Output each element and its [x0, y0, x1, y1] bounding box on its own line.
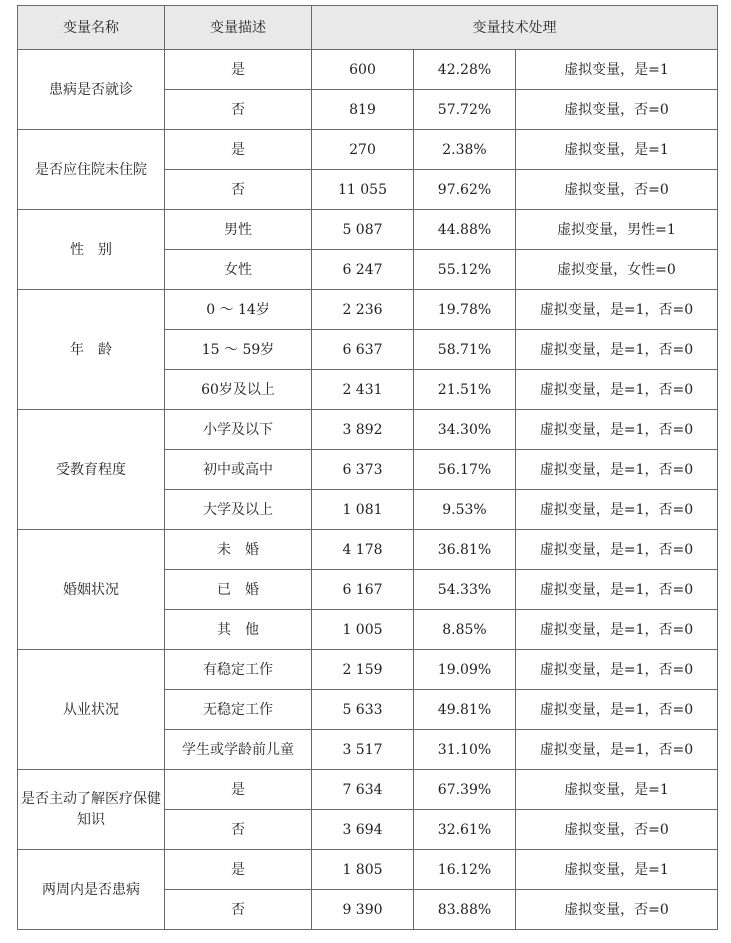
percent-cell: 36.81%: [414, 530, 516, 570]
variable-description-cell: 已 婚: [165, 570, 312, 610]
processing-cell: 虚拟变量，是=1: [516, 770, 718, 810]
variable-description-cell: 无稳定工作: [165, 690, 312, 730]
header-variable-name: 变量名称: [18, 6, 165, 50]
variable-description-cell: 初中或高中: [165, 450, 312, 490]
percent-cell: 67.39%: [414, 770, 516, 810]
percent-cell: 55.12%: [414, 250, 516, 290]
variable-name-cell: 两周内是否患病: [18, 850, 165, 930]
table-row: [18, 50, 718, 90]
count-cell: 6 637: [312, 330, 414, 370]
variable-description-cell: 未 婚: [165, 530, 312, 570]
processing-cell: 虚拟变量，是=1: [516, 130, 718, 170]
percent-cell: 49.81%: [414, 690, 516, 730]
count-cell: 1 805: [312, 850, 414, 890]
count-cell: 6 373: [312, 450, 414, 490]
processing-cell: 虚拟变量，是=1，否=0: [516, 610, 718, 650]
count-cell: 3 517: [312, 730, 414, 770]
table-row: [18, 210, 718, 250]
processing-cell: 虚拟变量，是=1: [516, 50, 718, 90]
processing-cell: 虚拟变量，是=1，否=0: [516, 650, 718, 690]
variable-name-cell: 是否应住院未住院: [18, 130, 165, 210]
count-cell: 6 167: [312, 570, 414, 610]
variable-description-cell: 大学及以上: [165, 490, 312, 530]
variable-description-cell: 15 ～ 59岁: [165, 330, 312, 370]
variable-description-cell: 60岁及以上: [165, 370, 312, 410]
table-row: [18, 130, 718, 170]
percent-cell: 97.62%: [414, 170, 516, 210]
processing-cell: 虚拟变量，否=0: [516, 810, 718, 850]
count-cell: 9 390: [312, 890, 414, 930]
processing-cell: 虚拟变量，是=1，否=0: [516, 410, 718, 450]
variable-description-cell: 学生或学龄前儿童: [165, 730, 312, 770]
variable-name-cell: 从业状况: [18, 650, 165, 770]
percent-cell: 32.61%: [414, 810, 516, 850]
header-variable-processing: 变量技术处理: [312, 6, 718, 50]
header-variable-description: 变量描述: [165, 6, 312, 50]
table-row: [18, 650, 718, 690]
table-header: [18, 6, 718, 50]
variable-description-cell: 小学及以下: [165, 410, 312, 450]
variable-description-cell: 否: [165, 170, 312, 210]
percent-cell: 83.88%: [414, 890, 516, 930]
table-row: [18, 850, 718, 890]
count-cell: 11 055: [312, 170, 414, 210]
variable-description-cell: 其 他: [165, 610, 312, 650]
variable-name-cell: 婚姻状况: [18, 530, 165, 650]
percent-cell: 19.09%: [414, 650, 516, 690]
count-cell: 819: [312, 90, 414, 130]
processing-cell: 虚拟变量，否=0: [516, 890, 718, 930]
count-cell: 3 892: [312, 410, 414, 450]
count-cell: 3 694: [312, 810, 414, 850]
count-cell: 4 178: [312, 530, 414, 570]
table-row: [18, 290, 718, 330]
table-body: [18, 50, 718, 930]
count-cell: 1 005: [312, 610, 414, 650]
percent-cell: 8.85%: [414, 610, 516, 650]
processing-cell: 虚拟变量，是=1，否=0: [516, 730, 718, 770]
variable-description-cell: 男性: [165, 210, 312, 250]
count-cell: 600: [312, 50, 414, 90]
processing-cell: 虚拟变量，是=1: [516, 850, 718, 890]
processing-cell: 虚拟变量，是=1，否=0: [516, 570, 718, 610]
processing-cell: 虚拟变量，是=1，否=0: [516, 530, 718, 570]
variable-description-cell: 是: [165, 130, 312, 170]
percent-cell: 57.72%: [414, 90, 516, 130]
table-row: [18, 410, 718, 450]
percent-cell: 34.30%: [414, 410, 516, 450]
table-row: [18, 770, 718, 810]
variable-name-cell: 患病是否就诊: [18, 50, 165, 130]
percent-cell: 19.78%: [414, 290, 516, 330]
count-cell: 5 633: [312, 690, 414, 730]
percent-cell: 2.38%: [414, 130, 516, 170]
percent-cell: 54.33%: [414, 570, 516, 610]
processing-cell: 虚拟变量，否=0: [516, 90, 718, 130]
variable-description-cell: 否: [165, 90, 312, 130]
percent-cell: 44.88%: [414, 210, 516, 250]
variable-description-cell: 女性: [165, 250, 312, 290]
count-cell: 1 081: [312, 490, 414, 530]
variable-description-cell: 0 ～ 14岁: [165, 290, 312, 330]
variable-name-cell: 受教育程度: [18, 410, 165, 530]
percent-cell: 58.71%: [414, 330, 516, 370]
variable-name-cell: 是否主动了解医疗保健知识: [18, 770, 165, 850]
percent-cell: 56.17%: [414, 450, 516, 490]
count-cell: 6 247: [312, 250, 414, 290]
processing-cell: 虚拟变量，男性=1: [516, 210, 718, 250]
count-cell: 7 634: [312, 770, 414, 810]
percent-cell: 9.53%: [414, 490, 516, 530]
processing-cell: 虚拟变量，是=1，否=0: [516, 690, 718, 730]
processing-cell: 虚拟变量，是=1，否=0: [516, 290, 718, 330]
count-cell: 270: [312, 130, 414, 170]
processing-cell: 虚拟变量，是=1，否=0: [516, 450, 718, 490]
variable-description-cell: 是: [165, 850, 312, 890]
variable-table: [17, 5, 718, 930]
count-cell: 5 087: [312, 210, 414, 250]
count-cell: 2 236: [312, 290, 414, 330]
percent-cell: 42.28%: [414, 50, 516, 90]
variable-description-cell: 是: [165, 770, 312, 810]
processing-cell: 虚拟变量，是=1，否=0: [516, 370, 718, 410]
table-row: [18, 530, 718, 570]
processing-cell: 虚拟变量，是=1，否=0: [516, 330, 718, 370]
variable-name-cell: 年 龄: [18, 290, 165, 410]
count-cell: 2 431: [312, 370, 414, 410]
header-row: [18, 6, 718, 50]
variable-description-cell: 有稳定工作: [165, 650, 312, 690]
percent-cell: 21.51%: [414, 370, 516, 410]
variable-description-cell: 否: [165, 810, 312, 850]
variable-description-cell: 是: [165, 50, 312, 90]
processing-cell: 虚拟变量，否=0: [516, 170, 718, 210]
processing-cell: 虚拟变量，是=1，否=0: [516, 490, 718, 530]
percent-cell: 31.10%: [414, 730, 516, 770]
count-cell: 2 159: [312, 650, 414, 690]
processing-cell: 虚拟变量，女性=0: [516, 250, 718, 290]
percent-cell: 16.12%: [414, 850, 516, 890]
variable-name-cell: 性 别: [18, 210, 165, 290]
variable-description-cell: 否: [165, 890, 312, 930]
